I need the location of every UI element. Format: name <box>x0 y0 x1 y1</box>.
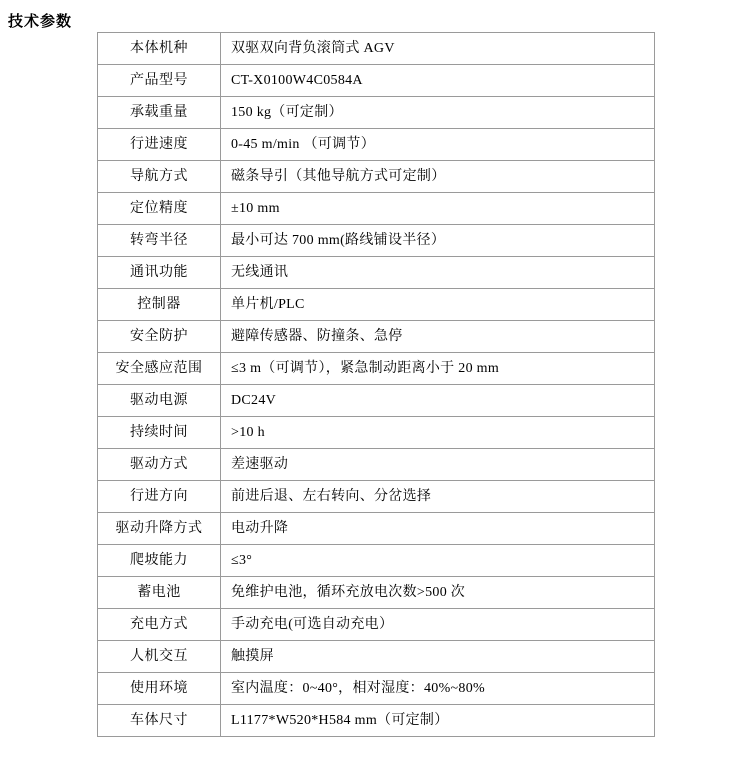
spec-label: 定位精度 <box>98 193 221 225</box>
table-row <box>98 417 655 449</box>
spec-label: 控制器 <box>98 289 221 321</box>
table-row <box>98 609 655 641</box>
table-row <box>98 641 655 673</box>
page-title: 技术参数 <box>8 13 73 30</box>
spec-label: 蓄电池 <box>98 577 221 609</box>
spec-label: 驱动方式 <box>98 449 221 481</box>
spec-value: 差速驱动 <box>221 449 655 481</box>
spec-label: 行进速度 <box>98 129 221 161</box>
table-row <box>98 289 655 321</box>
table-body <box>98 33 655 737</box>
table-row <box>98 481 655 513</box>
table-row <box>98 513 655 545</box>
spec-value: >10 h <box>221 417 655 449</box>
table-row <box>98 257 655 289</box>
spec-value: ≤3° <box>221 545 655 577</box>
spec-label: 驱动升降方式 <box>98 513 221 545</box>
spec-label: 导航方式 <box>98 161 221 193</box>
table-row <box>98 449 655 481</box>
table-row <box>98 577 655 609</box>
spec-value: 单片机/PLC <box>221 289 655 321</box>
spec-label: 驱动电源 <box>98 385 221 417</box>
spec-label: 安全防护 <box>98 321 221 353</box>
spec-value: 触摸屏 <box>221 641 655 673</box>
spec-label: 爬坡能力 <box>98 545 221 577</box>
spec-label: 使用环境 <box>98 673 221 705</box>
spec-label: 持续时间 <box>98 417 221 449</box>
spec-label: 行进方向 <box>98 481 221 513</box>
spec-value: 0-45 m/min （可调节） <box>221 129 655 161</box>
spec-value: 双驱双向背负滚筒式 AGV <box>221 33 655 65</box>
spec-label: 产品型号 <box>98 65 221 97</box>
spec-value: 最小可达 700 mm(路线铺设半径） <box>221 225 655 257</box>
table-row <box>98 321 655 353</box>
spec-value: 前进后退、左右转向、分岔选择 <box>221 481 655 513</box>
table-row <box>98 161 655 193</box>
table-row <box>98 705 655 737</box>
table-row <box>98 33 655 65</box>
spec-value: 手动充电(可选自动充电） <box>221 609 655 641</box>
spec-value: 150 kg（可定制） <box>221 97 655 129</box>
table-row <box>98 353 655 385</box>
spec-label: 安全感应范围 <box>98 353 221 385</box>
spec-value: 无线通讯 <box>221 257 655 289</box>
spec-label: 本体机种 <box>98 33 221 65</box>
table-row <box>98 545 655 577</box>
spec-label: 通讯功能 <box>98 257 221 289</box>
spec-value: L1177*W520*H584 mm（可定制） <box>221 705 655 737</box>
spec-value: ≤3 m（可调节），紧急制动距离小于 20 mm <box>221 353 655 385</box>
spec-value: 磁条导引（其他导航方式可定制） <box>221 161 655 193</box>
spec-value: 室内温度：0~40°，相对湿度：40%~80% <box>221 673 655 705</box>
spec-value: 电动升降 <box>221 513 655 545</box>
table-row <box>98 129 655 161</box>
table-row <box>98 193 655 225</box>
spec-value: ±10 mm <box>221 193 655 225</box>
table-row <box>98 673 655 705</box>
table-row <box>98 97 655 129</box>
table-row <box>98 225 655 257</box>
spec-value: CT-X0100W4C0584A <box>221 65 655 97</box>
table-row <box>98 65 655 97</box>
spec-value: DC24V <box>221 385 655 417</box>
table-row <box>98 385 655 417</box>
technical-specifications-table <box>97 32 655 737</box>
spec-label: 转弯半径 <box>98 225 221 257</box>
spec-label: 充电方式 <box>98 609 221 641</box>
spec-label: 车体尺寸 <box>98 705 221 737</box>
spec-value: 避障传感器、防撞条、急停 <box>221 321 655 353</box>
spec-label: 人机交互 <box>98 641 221 673</box>
spec-value: 免维护电池，循环充放电次数>500 次 <box>221 577 655 609</box>
spec-label: 承载重量 <box>98 97 221 129</box>
